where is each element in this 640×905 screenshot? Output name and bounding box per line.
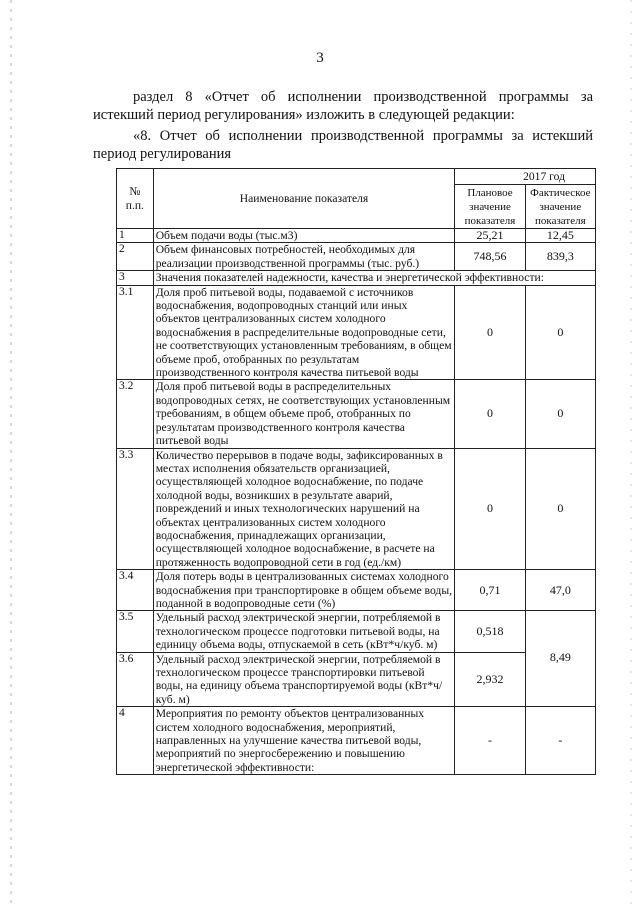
row-name: Доля потерь воды в централизованных системах холодного водоснабжения при транспортировке в общем объеме воды, поданной в водопроводные сети (%): [153, 570, 455, 611]
page-number: 3: [316, 50, 324, 66]
intro-paragraph: раздел 8 «Отчет об исполнении производственной программы за истекший период регулирования» изложить в следующей редакции:: [93, 89, 593, 123]
row-actual: 0: [525, 285, 595, 380]
row-name: Доля проб питьевой воды в распределительных водопроводных сетях, не соответствующих установленным требованиям, в общем объеме проб, отобранных по результатам производственного контроля качества питьевой воды: [153, 380, 455, 448]
table-row: [117, 229, 596, 243]
row-planned: 2,932: [455, 652, 525, 707]
table-row: [117, 570, 596, 611]
row-num: 3.3: [117, 448, 154, 570]
header-name: Наименование показателя: [153, 169, 455, 229]
table-header-row: [117, 169, 596, 185]
table-row: [117, 652, 596, 707]
table-row: [117, 243, 596, 271]
row-num: 3.2: [117, 380, 154, 448]
row-num: 3.1: [117, 285, 154, 380]
row-name: Количество перерывов в подаче воды, зафиксированных в местах исполнения обязательств организацией, осуществляющей холодное водоснабжение, по подаче холодной воды, возникших в результате аварий, повреждений и иных технологических нарушений на объектах централизованных систем холодного водоснабжения, принадлежащих организации, осуществляющей холодное водоснабжение, в расчете на протяженность водопроводной сети в год (ед./км): [153, 448, 455, 570]
table-row: [117, 707, 596, 775]
row-actual: 0: [525, 380, 595, 448]
row-name: Значения показателей надежности, качества и энергетической эффективности:: [153, 271, 595, 285]
header-num: № п.п.: [117, 169, 154, 229]
row-name: Доля проб питьевой воды, подаваемой с источников водоснабжения, водопроводных станций или иных объектов централизованных систем холодного водоснабжения в распределительные водопроводные сети, не соответствующих установленным требованиям, в общем объеме проб, отобранных по результатам производственного контроля качества питьевой воды: [153, 285, 455, 380]
row-planned: -: [455, 707, 525, 775]
row-name: Удельный расход электрической энергии, потребляемой в технологическом процессе транспортировки питьевой воды, на единицу объема транспортируемой воды (кВт*ч/куб. м): [153, 652, 455, 707]
row-num: 4: [117, 707, 154, 775]
section-title: «8. Отчет об исполнении производственной программы за истекший период регулирования: [93, 128, 593, 162]
table-row: [117, 611, 596, 652]
row-planned: 748,56: [455, 243, 525, 271]
row-num: 3.6: [117, 652, 154, 707]
row-num: 3.4: [117, 570, 154, 611]
row-num: 1: [117, 229, 154, 243]
row-planned: 0,71: [455, 570, 525, 611]
row-name: Объем финансовых потребностей, необходимых для реализации производственной программы (тыс. руб.): [153, 243, 455, 271]
row-planned: 25,21: [455, 229, 525, 243]
table-row: [117, 271, 596, 285]
right-margin-scan-artifact: [630, 0, 632, 905]
row-actual-merged: 8,49: [525, 611, 595, 707]
table-row: [117, 448, 596, 570]
left-margin-scan-artifact: [10, 0, 12, 905]
row-actual: 12,45: [525, 229, 595, 243]
header-actual: Фактическое значение показателя: [525, 185, 595, 229]
row-name: Объем подачи воды (тыс.м3): [153, 229, 455, 243]
header-planned: Плановое значение показателя: [455, 185, 525, 229]
row-num: 2: [117, 243, 154, 271]
row-planned: 0,518: [455, 611, 525, 652]
row-planned: 0: [455, 285, 525, 380]
row-name: Удельный расход электрической энергии, потребляемой в технологическом процессе подготовки питьевой воды, на единицу объема воды, отпускаемой в сеть (кВт*ч/куб. м): [153, 611, 455, 652]
row-actual: 839,3: [525, 243, 595, 271]
row-planned: 0: [455, 380, 525, 448]
row-actual: 0: [525, 448, 595, 570]
row-num: 3: [117, 271, 154, 285]
production-program-table: [116, 168, 596, 775]
row-name: Мероприятия по ремонту объектов централизованных систем холодного водоснабжения, мероприятий, направленных на улучшение качества питьевой воды, мероприятий по энергосбережению и повышению энергетической эффективности:: [153, 707, 455, 775]
table-row: [117, 285, 596, 380]
row-actual: -: [525, 707, 595, 775]
table-row: [117, 380, 596, 448]
row-actual: 47,0: [525, 570, 595, 611]
header-year: 2017 год: [455, 169, 596, 185]
row-planned: 0: [455, 448, 525, 570]
row-num: 3.5: [117, 611, 154, 652]
